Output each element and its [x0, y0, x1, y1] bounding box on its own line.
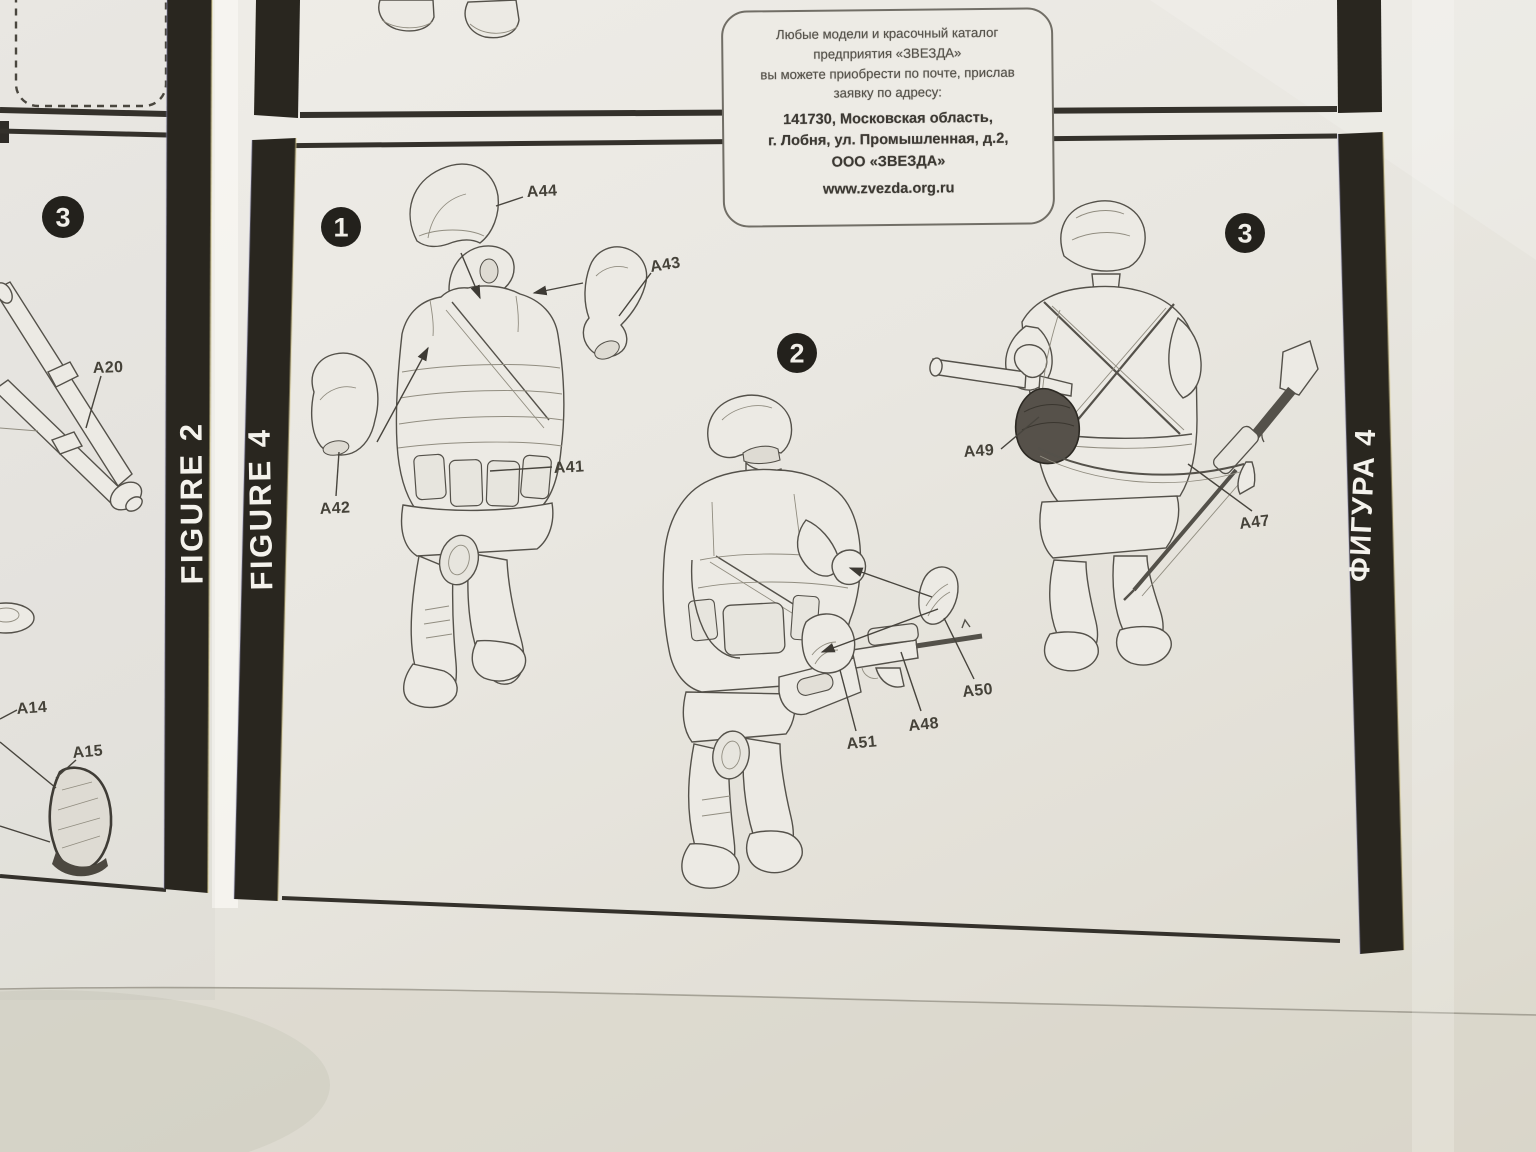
- address-box: [721, 7, 1055, 227]
- figure4-step1-badge: [321, 207, 361, 247]
- figure2-step3-badge: [42, 196, 84, 238]
- website-url: www.zvezda.org.ru: [822, 179, 955, 198]
- address-company-line: ООО «ЗВЕЗДА»: [831, 152, 946, 171]
- part-label-a20: A20: [92, 358, 124, 377]
- address-postal-line: 141730, Московская область,: [783, 110, 993, 129]
- part-label-a42: A42: [319, 499, 351, 518]
- figura4-bar-title: ФИГУРА 4: [1343, 427, 1383, 583]
- figure4-step1-number: 1: [333, 212, 349, 243]
- address-line: предприятия «ЗВЕЗДА»: [813, 45, 962, 62]
- address-street-line: г. Лобня, ул. Промышленная, д.2,: [768, 131, 1009, 150]
- part-label-a14: A14: [16, 698, 48, 718]
- part-label-a41: A41: [553, 458, 585, 477]
- step3-drawing: [929, 201, 1318, 671]
- figure2-step3-number: 3: [55, 202, 71, 233]
- step2-drawing: [663, 395, 982, 888]
- address-line: Любые модели и красочный каталог: [775, 24, 999, 43]
- address-line: заявку по адресу:: [833, 84, 943, 101]
- figure4-bar-title: FIGURE 4: [241, 427, 280, 591]
- figure4-step3-number: 3: [1237, 218, 1253, 249]
- figure4-step2-badge: [777, 333, 817, 373]
- part-label-a15: A15: [71, 742, 104, 762]
- part-label-a43: A43: [648, 254, 682, 276]
- figure4-step3-badge: [1225, 213, 1265, 253]
- part-label-a48: A48: [907, 714, 940, 735]
- part-label-a50: A50: [961, 680, 994, 701]
- part-label-a44: A44: [526, 182, 558, 201]
- figure4-step2-number: 2: [789, 338, 805, 369]
- part-label-a51: A51: [845, 733, 878, 753]
- part-label-a49: A49: [963, 441, 995, 461]
- part-label-a47: A47: [1238, 512, 1271, 533]
- top-panel-boots-fragment: [379, 0, 519, 38]
- step1-drawing: [312, 164, 647, 707]
- address-line: вы можете приобрести по почте, прислав: [760, 64, 1015, 82]
- figure2-bar-title: FIGURE 2: [173, 421, 210, 585]
